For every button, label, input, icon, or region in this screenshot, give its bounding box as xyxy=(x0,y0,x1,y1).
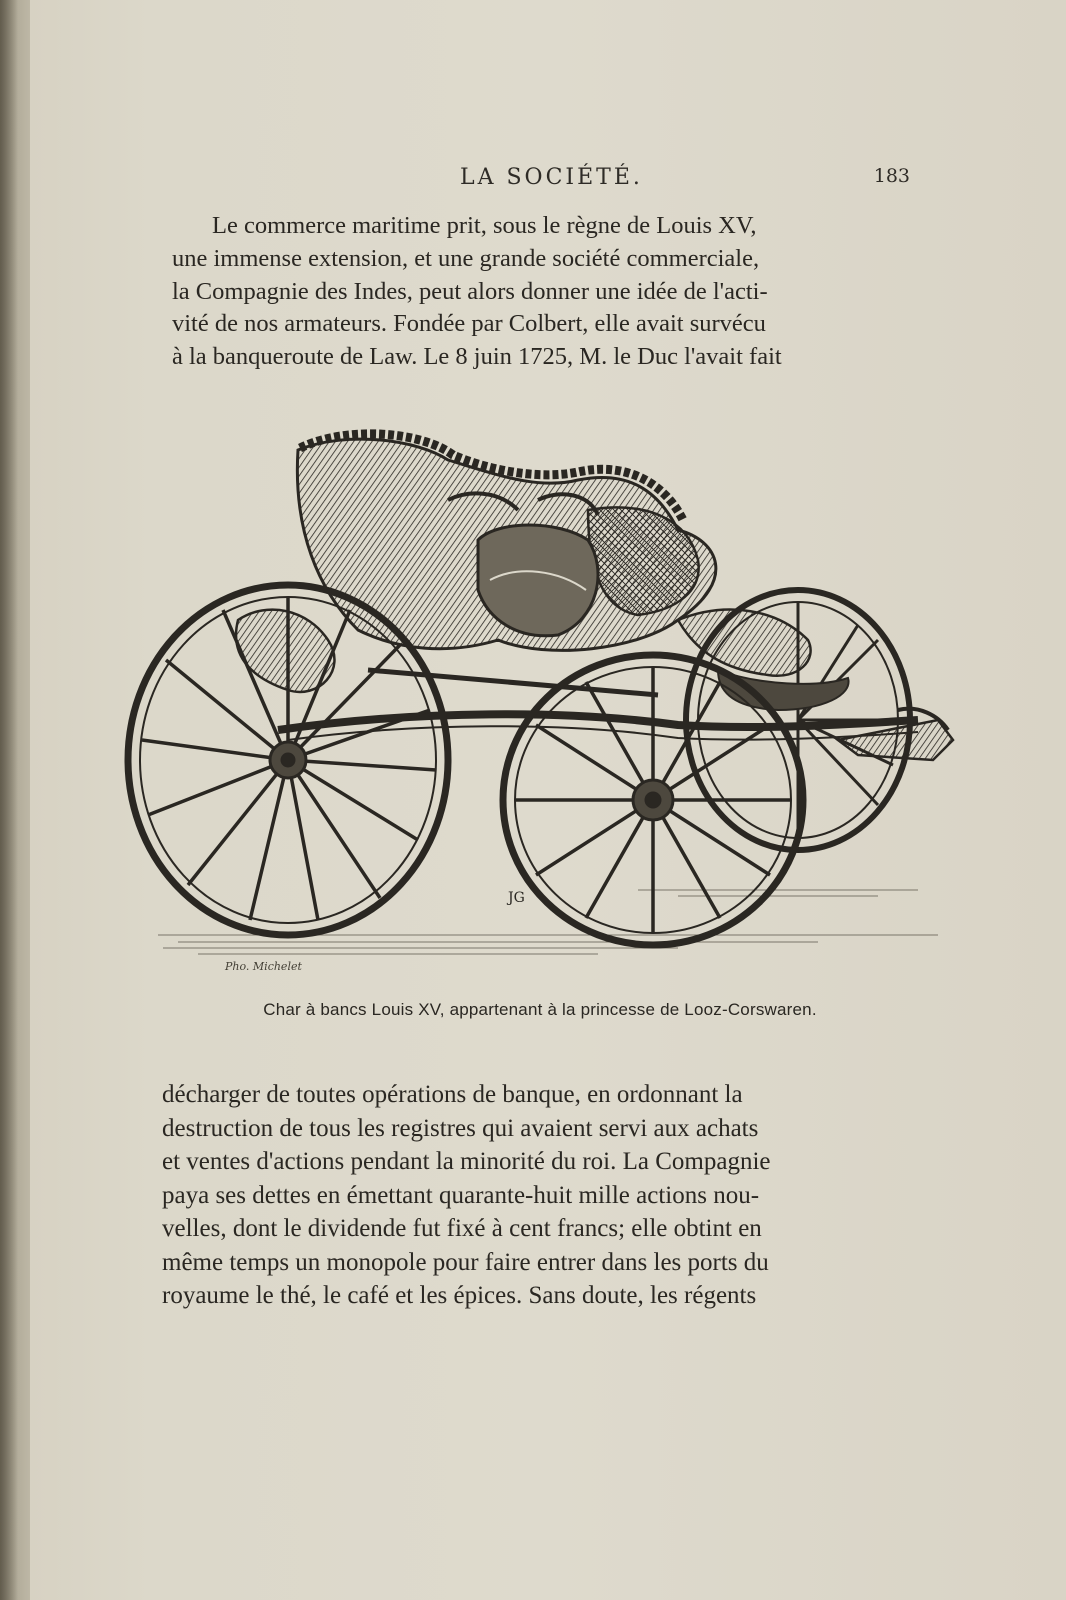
gutter-shadow xyxy=(0,0,18,1600)
text-line: vité de nos armateurs. Fondée par Colbert, elle avait survécu xyxy=(172,310,766,338)
paragraph-bottom xyxy=(162,1078,922,1313)
text-line: la Compagnie des Indes, peut alors donner une idée de l'acti- xyxy=(172,277,768,305)
text-line: décharger de toutes opérations de banque, en ordonnant la xyxy=(162,1081,743,1108)
text-line: velles, dont le dividende fut fixé à cent francs; elle obtint en xyxy=(162,1215,762,1242)
page-header xyxy=(460,165,910,195)
text-line: une immense extension, et une grande société commerciale, xyxy=(172,244,760,272)
text-line: même temps un monopole pour faire entrer dans les ports du xyxy=(162,1248,769,1276)
running-title: LA SOCIÉTÉ. xyxy=(460,165,643,190)
carriage-body xyxy=(236,434,849,710)
text-line: destruction de tous les registres qui avaient servi aux achats xyxy=(162,1114,759,1142)
carriage-engraving xyxy=(118,420,968,980)
undercarriage xyxy=(278,670,953,760)
photo-credit: Pho. Michelet xyxy=(225,960,302,973)
text-line: royaume le thé, le café et les épices. Sans doute, les régents xyxy=(162,1282,757,1309)
text-line: Le commerce maritime prit, sous le règne de Louis XV, xyxy=(212,212,757,239)
text-line: à la banqueroute de Law. Le 8 juin 1725, M. le Duc l'avait fait xyxy=(172,343,782,371)
engraver-monogram: JG xyxy=(508,890,525,906)
paragraph-top xyxy=(172,210,912,374)
figure-caption: Char à bancs Louis XV, appartenant à la princesse de Looz-Corswaren. xyxy=(263,1000,817,1019)
text-line: paya ses dettes en émettant quarante-huit mille actions nou- xyxy=(162,1181,760,1209)
carriage-illustration xyxy=(118,420,968,980)
front-wheel xyxy=(503,655,803,945)
page-number: 183 xyxy=(873,165,910,187)
rear-wheel xyxy=(128,585,448,935)
text-line: et ventes d'actions pendant la minorité du roi. La Compagnie xyxy=(162,1148,771,1175)
